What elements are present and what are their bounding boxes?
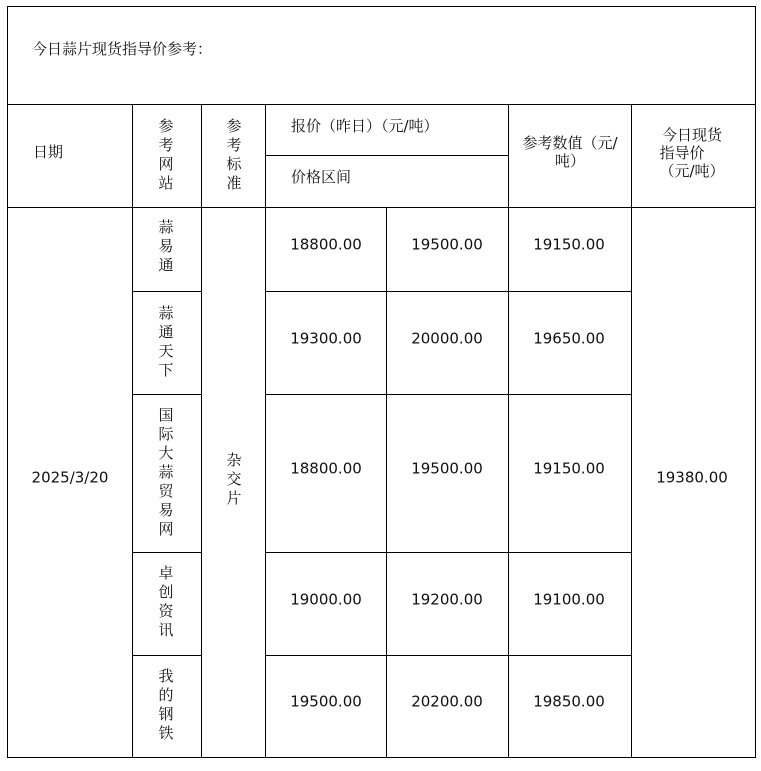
low-price-cell: 18800.00 xyxy=(290,235,362,254)
date-cell: 2025/3/20 xyxy=(31,468,109,487)
site-cell: 国际大蒜贸易网 xyxy=(158,406,174,538)
site-cell: 卓创资讯 xyxy=(158,564,174,639)
header-range: 价格区间 xyxy=(291,168,352,186)
site-cell: 蒜易通 xyxy=(158,218,174,274)
header-ref-value-text: 参考数值（元/吨） xyxy=(522,134,618,170)
header-standard: 参考标准 xyxy=(226,117,242,192)
high-price-cell: 20200.00 xyxy=(411,692,483,711)
header-ref-value xyxy=(518,134,622,170)
header-guide-line3: （元/吨） xyxy=(659,162,725,180)
header-guide-line1: 今日现货 xyxy=(661,126,722,144)
header-guide-price xyxy=(659,126,724,180)
ref-value-cell: 19650.00 xyxy=(533,329,605,348)
ref-value-cell: 19150.00 xyxy=(533,235,605,254)
ref-value-cell: 19150.00 xyxy=(533,459,605,478)
site-cell: 蒜通天下 xyxy=(158,304,174,379)
high-price-cell: 19500.00 xyxy=(411,459,483,478)
ref-value-cell: 19850.00 xyxy=(533,692,605,711)
header-guide-line2: 指导价 xyxy=(659,144,705,162)
header-quote: 报价（昨日）（元/吨） xyxy=(291,117,439,135)
low-price-cell: 18800.00 xyxy=(290,459,362,478)
high-price-cell: 19200.00 xyxy=(411,590,483,609)
ref-value-cell: 19100.00 xyxy=(533,590,605,609)
header-date: 日期 xyxy=(33,143,64,161)
low-price-cell: 19000.00 xyxy=(290,590,362,609)
header-site: 参考网站 xyxy=(158,117,174,192)
high-price-cell: 19500.00 xyxy=(411,235,483,254)
low-price-cell: 19500.00 xyxy=(290,692,362,711)
high-price-cell: 20000.00 xyxy=(411,329,483,348)
standard-cell: 杂交片 xyxy=(226,451,242,507)
guide-price-cell: 19380.00 xyxy=(656,468,728,487)
table-title: 今日蒜片现货指导价参考： xyxy=(32,40,213,58)
site-cell: 我的钢铁 xyxy=(158,667,174,742)
low-price-cell: 19300.00 xyxy=(290,329,362,348)
